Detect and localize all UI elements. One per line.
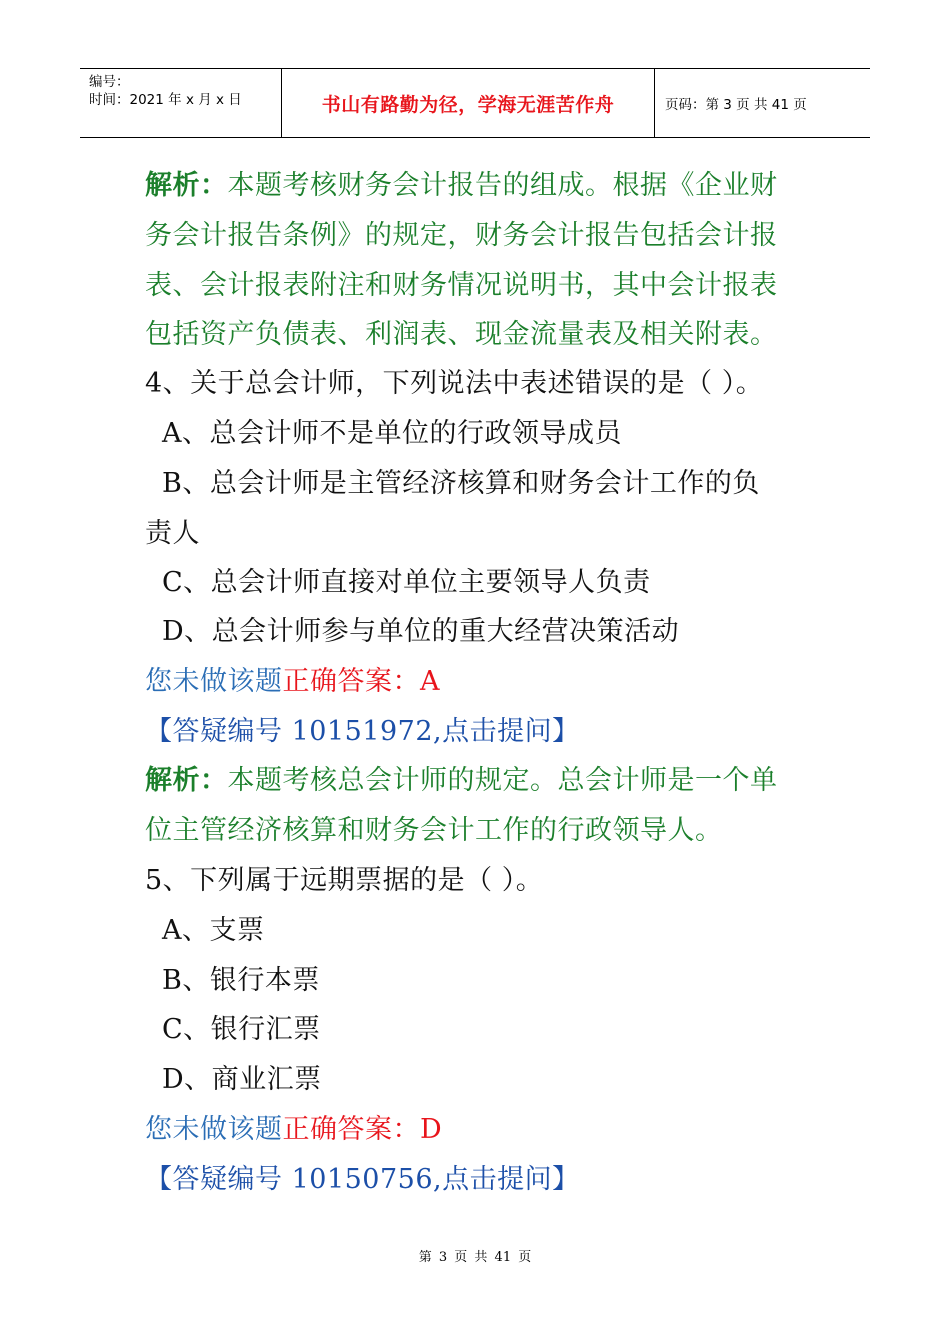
analysis-text: 本题考核总会计师的规定。总会计师是一个单 <box>227 765 778 796</box>
not-done-label: 您未做该题 <box>145 666 283 697</box>
question-4-answer-line <box>145 664 440 700</box>
analysis-label: 解析： <box>145 170 228 201</box>
analysis-3-line-1 <box>145 168 778 204</box>
analysis-3-line-4: 包括资产负债表、利润表、现金流量表及相关附表。 <box>145 319 778 350</box>
page-header <box>80 68 870 138</box>
analysis-text: 本题考核财务会计报告的组成。根据《企业财 <box>227 170 778 201</box>
analysis-3-line-2: 务会计报告条例》的规定，财务会计报告包括会计报 <box>145 220 778 251</box>
page-footer: 第 3 页 共 41 页 <box>418 1250 532 1265</box>
question-4-option-b-cont: 责人 <box>145 518 200 549</box>
question-5-option-b: B、银行本票 <box>162 965 320 996</box>
header-page-info: 页码：第 3 页 共 41 页 <box>665 97 807 113</box>
question-5-answer-line <box>145 1112 442 1148</box>
question-4-option-c: C、总会计师直接对单位主要领导人负责 <box>162 567 651 598</box>
correct-answer: 正确答案：A <box>282 666 440 697</box>
analysis-3-line-3: 表、会计报表附注和财务情况说明书，其中会计报表 <box>145 270 778 301</box>
not-done-label: 您未做该题 <box>145 1114 283 1145</box>
analysis-label: 解析： <box>145 765 228 796</box>
question-5-option-d: D、商业汇票 <box>162 1064 322 1095</box>
question-4-stem: 4、关于总会计师，下列说法中表述错误的是（ ）。 <box>145 368 764 399</box>
question-4-ask-link[interactable]: 【答疑编号 10151972,点击提问】 <box>145 716 580 747</box>
question-5-option-a: A、支票 <box>162 915 265 946</box>
question-4-option-a: A、总会计师不是单位的行政领导成员 <box>162 418 622 449</box>
question-4-option-d: D、总会计师参与单位的重大经营决策活动 <box>162 616 680 647</box>
number-label: 编号： <box>89 74 130 90</box>
correct-answer: 正确答案：D <box>282 1114 443 1145</box>
question-5-ask-link[interactable]: 【答疑编号 10150756,点击提问】 <box>145 1164 580 1195</box>
question-4-analysis-line-2: 位主管经济核算和财务会计工作的行政领导人。 <box>145 815 723 846</box>
header-meta <box>80 69 282 137</box>
question-4-analysis-line-1 <box>145 763 778 799</box>
header-motto: 书山有路勤为径，学海无涯苦作舟 <box>282 69 655 137</box>
question-4-option-b: B、总会计师是主管经济核算和财务会计工作的负 <box>162 468 760 499</box>
question-5-option-c: C、银行汇票 <box>162 1014 321 1045</box>
question-5-stem: 5、下列属于远期票据的是（ ）。 <box>145 865 544 896</box>
time-label: 时间：2021 年 x 月 x 日 <box>89 92 242 108</box>
